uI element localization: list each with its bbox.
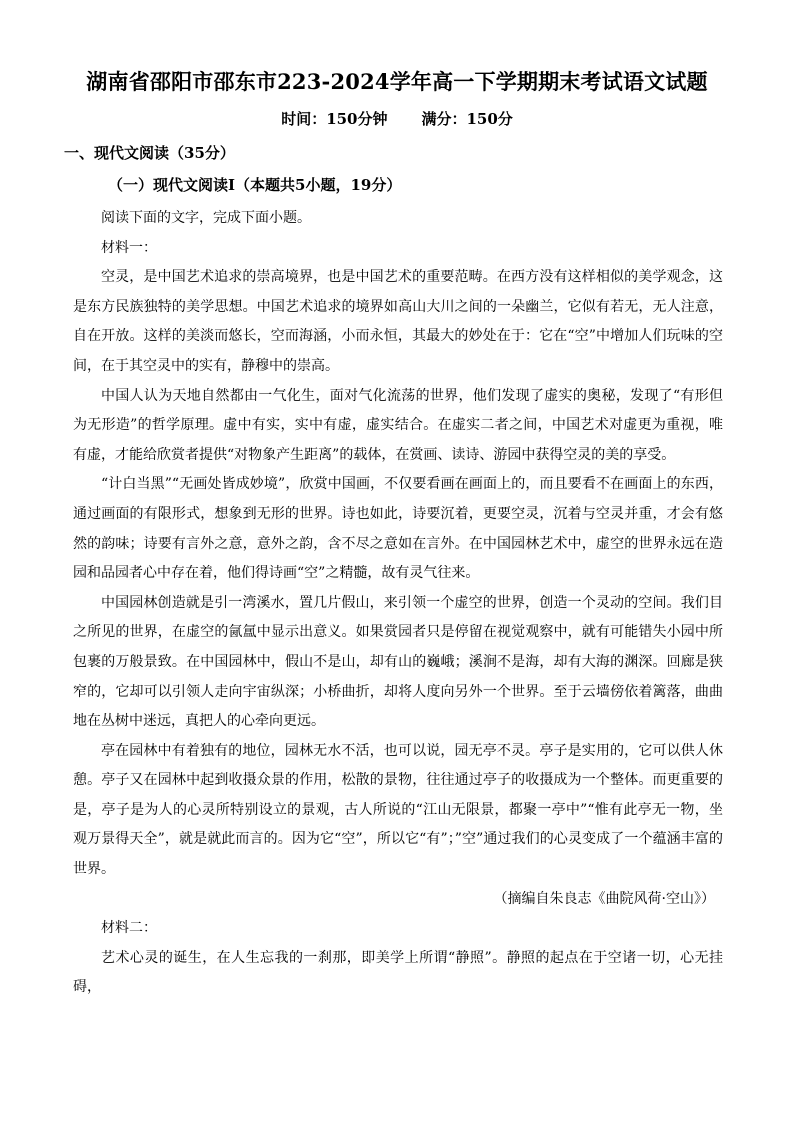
passage-paragraph: 亭在园林中有着独有的地位，园林无水不活，也可以说，园无亭不灵。亭子是实用的，它可以供人休憩。亭子又在园林中起到收摄众景的作用，松散的景物，往往通过亭子的收摄成为一个整体。而更重要的是，亭子是为人的心灵所特别设立的景观，古人所说的“江山无限景，都聚一亭中”“惟有此亭无一物，坐观万景得天全”，就是就此而言的。因为它“空”，所以它“有”；”空”通过我们的心灵变成了一个蕴涵丰富的世界。: [73, 742, 723, 878]
instruction-text: 阅读下面的文字，完成下面小题。: [101, 210, 311, 226]
passage-paragraph: 中国人认为天地自然都由一气化生，面对气化流荡的世界，他们发现了虚实的奥秘，发现了“有形但为无形造”的哲学原理。虚中有实，实中有虚，虚实结合。在虚实二者之间，中国艺术对虚更为重视，唯有虚，才能给欣赏者提供“对物象产生距离”的载体，在赏画、读诗、游园中获得空灵的美的享受。: [73, 387, 723, 463]
passage-paragraph: 空灵，是中国艺术追求的崇高境界，也是中国艺术的重要范畴。在西方没有这样相似的美学观念，这是东方民族独特的美学思想。中国艺术追求的境界如高山大川之间的一朵幽兰，它似有若无，无人注意，自在开放。这样的美淡而悠长，空而海涵，小而永恒，其最大的妙处在于：它在“空”中增加人们玩味的空间，在于其空灵中的实有，静穆中的崇高。: [73, 269, 723, 374]
section-heading: 一、现代文阅读（35分）: [64, 144, 235, 162]
reading-passage: [73, 204, 723, 1003]
exam-title: 湖南省邵阳市邵东市223-2024学年高一下学期期末考试语文试题: [86, 69, 708, 94]
source-citation: （摘编自朱良志《曲院风荷·空山》）: [493, 890, 715, 907]
passage-paragraph: 中国园林创造就是引一湾溪水，置几片假山，来引领一个虚空的世界，创造一个灵动的空间。我们目之所见的世界，在虚空的氤氲中显示出意义。如果赏园者只是停留在视觉观察中，就有可能错失小园中所包裹的万般景致。在中国园林中，假山不是山，却有山的巍峨；溪涧不是海，却有大海的渊深。回廊是狭窄的，它却可以引领人走向宇宙纵深；小桥曲折，却将人度向另外一个世界。至于云墙傍依着篱落，曲曲地在丛树中迷远，真把人的心牵向更远。: [73, 594, 723, 730]
material-two-label: 材料二：: [101, 920, 157, 937]
exam-info: [0, 108, 794, 129]
passage-paragraph: “计白当黑”“无画处皆成妙境”，欣赏中国画，不仅要看画在画面上的，而且要看不在画面上的东西，通过画面的有限形式，想象到无形的世界。诗也如此，诗要沉着，更要空灵，沉着与空灵并重，才会有悠然的韵味；诗要有言外之意，意外之韵，含不尽之意如在言外。在中国园林艺术中，虚空的世界永远在造园和品园者心中存在着，他们得诗画“空”之精髓，故有灵气往来。: [73, 476, 723, 582]
subsection-heading: （一）现代文阅读Ⅰ（本题共5小题，19分）: [108, 176, 402, 194]
total-score: 满分：150分: [421, 110, 513, 128]
passage-paragraph: 艺术心灵的诞生，在人生忘我的一刹那，即美学上所谓“静照”。静照的起点在于空诸一切，心无挂碍，: [73, 949, 723, 996]
material-one-label: 材料一：: [101, 239, 157, 256]
time-limit: 时间：150分钟: [281, 110, 388, 128]
